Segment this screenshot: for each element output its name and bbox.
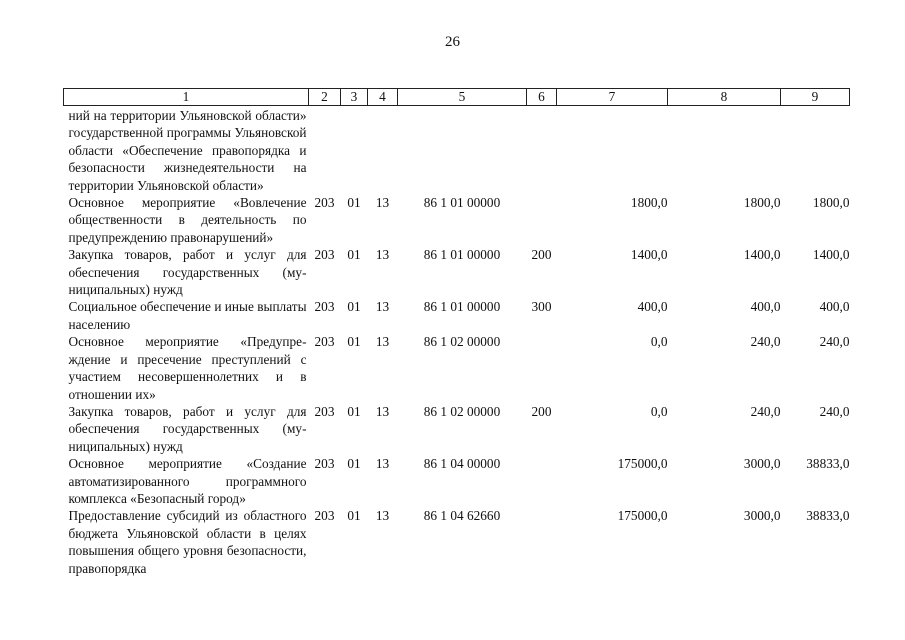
cell-col-8: 240,0 (750, 334, 781, 350)
table-row (64, 507, 850, 577)
cell-col-4: 13 (375, 456, 390, 472)
budget-table (63, 88, 850, 577)
cell-col-6 (527, 507, 557, 577)
cell-col-9: 38833,0 (806, 456, 850, 472)
cell-col-9: 1800,0 (812, 195, 850, 211)
table-header (64, 89, 850, 106)
cell-col-4: 13 (375, 299, 390, 315)
table-row (64, 298, 850, 333)
cell-col-5: 86 1 04 00000 (423, 456, 501, 472)
header-row (64, 89, 850, 106)
table-body (64, 106, 850, 577)
cell-col-6 (527, 194, 557, 246)
cell-col-4: 13 (375, 403, 390, 419)
table-row (64, 403, 850, 455)
cell-col-9: 400,0 (819, 299, 850, 315)
cell-col-4: 13 (375, 508, 390, 524)
table-row (64, 106, 850, 195)
cell-col-7: 400,0 (637, 299, 668, 315)
cell-col-5 (398, 106, 527, 195)
column-header-9: 9 (781, 89, 850, 106)
cell-col-8: 1400,0 (743, 247, 781, 263)
cell-col-3: 01 (347, 456, 361, 472)
cell-col-2 (309, 106, 341, 195)
cell-col-2: 203 (314, 403, 335, 419)
column-header-3: 3 (341, 89, 368, 106)
column-header-7: 7 (557, 89, 668, 106)
row-description: ний на территории Ульяновской области» государственной программы Ульяновской области «Обеспечение правопорядка и безопасности жизнедеятельности на территории Ульяновской области» (68, 108, 307, 193)
cell-col-4: 13 (375, 247, 390, 263)
cell-col-8: 240,0 (750, 403, 781, 419)
cell-col-5: 86 1 02 00000 (423, 334, 501, 350)
cell-col-3: 01 (347, 403, 361, 419)
cell-col-3: 01 (347, 195, 361, 211)
table-row (64, 455, 850, 507)
cell-col-7: 175000,0 (617, 456, 668, 472)
column-header-4: 4 (368, 89, 398, 106)
cell-col-4 (368, 106, 398, 195)
cell-col-3: 01 (347, 508, 361, 524)
cell-col-5: 86 1 04 62660 (423, 508, 501, 524)
cell-col-2: 203 (314, 456, 335, 472)
cell-col-9: 240,0 (819, 403, 850, 419)
row-description: Закупка товаров, работ и услуг для обеспечения государственных (муниципальных) нужд (68, 247, 307, 298)
column-header-6: 6 (527, 89, 557, 106)
cell-col-2: 203 (314, 334, 335, 350)
column-header-2: 2 (309, 89, 341, 106)
cell-col-6 (527, 333, 557, 403)
cell-col-2: 203 (314, 299, 335, 315)
page-number: 26 (445, 34, 460, 50)
cell-col-7: 0,0 (650, 334, 668, 350)
column-header-5: 5 (398, 89, 527, 106)
cell-col-2: 203 (314, 195, 335, 211)
cell-col-7: 0,0 (650, 403, 668, 419)
cell-col-8 (668, 106, 781, 195)
row-description: Закупка товаров, работ и услуг для обеспечения государственных (муниципальных) нужд (68, 403, 307, 454)
cell-col-4: 13 (375, 334, 390, 350)
cell-col-9: 38833,0 (806, 508, 850, 524)
cell-col-3: 01 (347, 299, 361, 315)
cell-col-5: 86 1 02 00000 (423, 403, 501, 419)
cell-col-7: 1800,0 (630, 195, 668, 211)
cell-col-7 (557, 106, 668, 195)
cell-col-5: 86 1 01 00000 (423, 247, 501, 263)
cell-col-8: 3000,0 (743, 508, 781, 524)
table-row (64, 194, 850, 246)
column-header-8: 8 (668, 89, 781, 106)
cell-col-5: 86 1 01 00000 (423, 299, 501, 315)
row-description: Социальное обеспечение и иные выплаты населению (68, 299, 307, 332)
cell-col-8: 1800,0 (743, 195, 781, 211)
cell-col-3 (341, 106, 368, 195)
cell-col-6: 200 (531, 403, 552, 419)
cell-col-7: 1400,0 (630, 247, 668, 263)
row-description: Основное мероприятие «Вовлечение общественности в деятельность по предупреждению правонарушений» (68, 195, 307, 245)
cell-col-9 (781, 106, 850, 195)
cell-col-5: 86 1 01 00000 (423, 195, 501, 211)
cell-col-9: 240,0 (819, 334, 850, 350)
table-row (64, 246, 850, 298)
cell-col-6 (527, 455, 557, 507)
cell-col-8: 400,0 (750, 299, 781, 315)
row-description: Основное мероприятие «Создание автоматизированного программного комплекса «Безопасный город» (68, 456, 307, 506)
column-header-1: 1 (64, 89, 309, 106)
cell-col-6: 200 (531, 247, 552, 263)
table-row (64, 333, 850, 403)
cell-col-8: 3000,0 (743, 456, 781, 472)
cell-col-2: 203 (314, 247, 335, 263)
cell-col-7: 175000,0 (617, 508, 668, 524)
cell-col-9: 1400,0 (812, 247, 850, 263)
cell-col-4: 13 (375, 195, 390, 211)
cell-col-3: 01 (347, 334, 361, 350)
cell-col-6: 300 (531, 299, 552, 315)
cell-col-6 (527, 106, 557, 195)
row-description: Основное мероприятие «Предупреждение и пресечение преступлений с участием несовершеннолетних и в отношении их» (68, 334, 307, 402)
cell-col-2: 203 (314, 508, 335, 524)
cell-col-3: 01 (347, 247, 361, 263)
row-description: Предоставление субсидий из областного бюджета Ульяновской области в целях повышения общего уровня безопасности, правопорядка (68, 508, 307, 576)
